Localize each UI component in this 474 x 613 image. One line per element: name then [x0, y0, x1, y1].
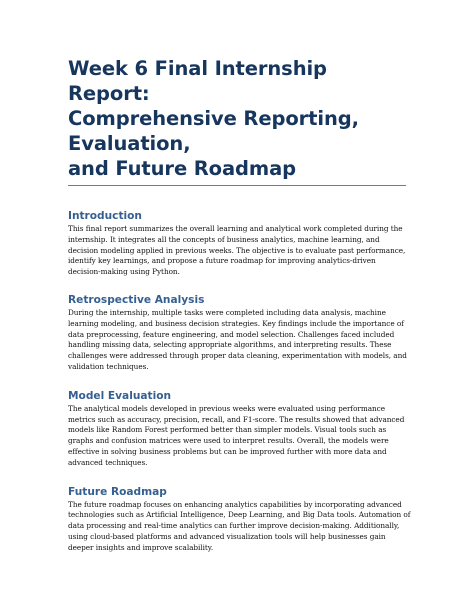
title-line: Week 6 Final Internship Report: [68, 57, 327, 105]
body-line: deeper insights and improve scalability. [68, 542, 214, 552]
body-line: models like Random Forest performed better than simpler models. Visual tools such as [68, 425, 387, 435]
body-line: decision modeling applied in previous weeks. The objective is to evaluate past performance, [68, 245, 406, 255]
body-line: During the internship, multiple tasks were completed including data analysis, machine [68, 307, 386, 317]
body-line: The future roadmap focuses on enhancing analytics capabilities by incorporating advanced [68, 499, 402, 509]
body-line: data processing and real-time analytics can further improve decision-making. Additionally, [68, 521, 400, 531]
body-line: using cloud-based platforms and advanced visualization tools will help businesses gain [68, 531, 386, 541]
section-heading: Future Roadmap [68, 485, 167, 498]
body-line: decision-making using Python. [68, 267, 180, 277]
body-line: technologies such as Artificial Intelligence, Deep Learning, and Big Data tools. Automation of [68, 510, 411, 520]
title-line: and Future Roadmap [68, 157, 297, 180]
section-body [68, 499, 411, 554]
section-body [68, 224, 406, 278]
title-line: Comprehensive Reporting, Evaluation, [68, 107, 359, 155]
section-body [68, 404, 406, 469]
body-line: This final report summarizes the overall learning and analytical work completed during the [68, 224, 403, 233]
body-line: learning modeling, and business decision strategies. Key findings include the importance of [68, 318, 404, 328]
section-retrospective-analysis [68, 293, 406, 373]
document-page [68, 56, 411, 554]
body-line: graphs and confusion matrices were used to interpret results. Overall, the models were [68, 436, 389, 446]
section-future-roadmap [68, 485, 411, 554]
body-line: challenges were addressed through proper data cleaning, experimentation with models, and [68, 351, 407, 361]
title-divider [68, 185, 406, 186]
body-line: The analytical models developed in previous weeks were evaluated using performance [68, 403, 385, 413]
body-line: identify key learnings, and propose a future roadmap for improving analytics-driven [68, 256, 376, 266]
body-line: handling missing data, selecting appropriate algorithms, and interpreting results. These [68, 340, 392, 350]
body-line: data preprocessing, feature engineering, and model selection. Challenges faced included [68, 329, 395, 339]
body-line: internship. It integrates all the concepts of business analytics, machine learning, and [68, 234, 380, 244]
body-line: effective in solving business problems but can be improved further with more data and [68, 446, 387, 456]
section-heading: Retrospective Analysis [68, 293, 205, 306]
document-title [68, 56, 406, 181]
body-line: advanced techniques. [68, 457, 148, 467]
section-body [68, 308, 406, 373]
body-line: validation techniques. [68, 361, 149, 371]
body-line: metrics such as accuracy, precision, recall, and F1-score. The results showed that advanced [68, 414, 405, 424]
section-model-evaluation [68, 389, 406, 469]
section-introduction [68, 209, 406, 278]
section-heading: Introduction [68, 210, 142, 222]
section-heading: Model Evaluation [68, 389, 172, 402]
